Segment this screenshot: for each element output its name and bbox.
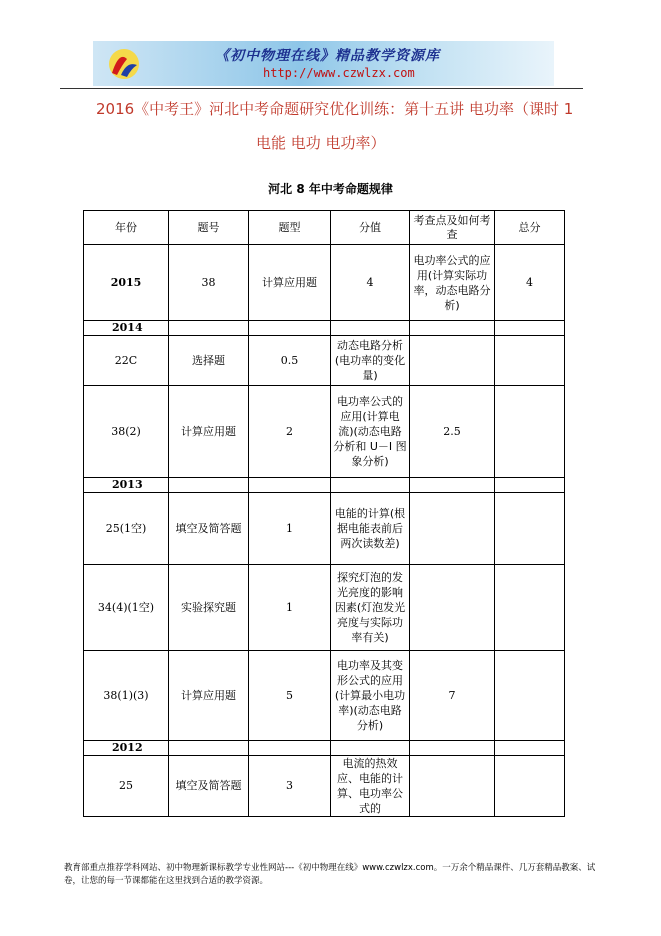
- cell-number: 25: [84, 756, 169, 817]
- table-header-row: [84, 211, 565, 245]
- cell-total: 4: [495, 245, 565, 321]
- header-score: 分值: [331, 211, 410, 245]
- header-year: 年份: [84, 211, 169, 245]
- header-rule: [60, 88, 583, 89]
- cell-year: 2013: [84, 478, 169, 493]
- year-row: [84, 321, 565, 336]
- cell-total: [410, 756, 495, 817]
- cell-score: 1: [249, 565, 331, 651]
- table-row: [84, 336, 565, 386]
- cell-score: 2: [249, 386, 331, 478]
- table-row: [84, 651, 565, 741]
- cell-total: [410, 493, 495, 565]
- banner-url-link[interactable]: http://www.czwlzx.com: [263, 66, 415, 80]
- cell-type: 计算应用题: [169, 386, 249, 478]
- year-row: [84, 478, 565, 493]
- cell-year: 2012: [84, 741, 169, 756]
- table-row: [84, 756, 565, 817]
- cell-point: 电能的计算(根据电能表前后两次读数差): [331, 493, 410, 565]
- cell-score: 0.5: [249, 336, 331, 386]
- document-title-line-2: 电能 电功 电功率）: [256, 134, 386, 152]
- header-banner: [93, 41, 554, 86]
- cell-point: 电流的热效应、电能的计算、电功率公式的: [331, 756, 410, 817]
- cell-total: [410, 336, 495, 386]
- header-type: 题型: [249, 211, 331, 245]
- cell-number: 25(1空): [84, 493, 169, 565]
- table-row: [84, 386, 565, 478]
- cell-number: 38(2): [84, 386, 169, 478]
- cell-total: 7: [410, 651, 495, 741]
- cell-type: 计算应用题: [249, 245, 331, 321]
- cell-year: 2014: [84, 321, 169, 336]
- cell-score: 1: [249, 493, 331, 565]
- table-row: [84, 493, 565, 565]
- header-number: 题号: [169, 211, 249, 245]
- cell-score: 5: [249, 651, 331, 741]
- cell-type: 填空及简答题: [169, 756, 249, 817]
- cell-number: 38: [169, 245, 249, 321]
- year-row: [84, 741, 565, 756]
- table-row: [84, 565, 565, 651]
- cell-type: 实验探究题: [169, 565, 249, 651]
- table-caption: 河北 8 年中考命题规律: [268, 182, 393, 196]
- page-footer: 教育部重点推荐学科网站、初中物理新课标教学专业性网站---《初中物理在线》www.czwlzx.com。一万余个精品课件、几万套精品教案、试卷，让您的每一节课都能在这里找到合适的教学资源。: [64, 863, 596, 886]
- cell-score: 3: [249, 756, 331, 817]
- banner-title: 《初中物理在线》精品教学资源库: [215, 48, 440, 64]
- cell-point: 电功率公式的应用(计算实际功率，动态电路分析): [410, 245, 495, 321]
- header-total: 总分: [495, 211, 565, 245]
- cell-total: 2.5: [410, 386, 495, 478]
- cell-type: 选择题: [169, 336, 249, 386]
- cell-point: 动态电路分析(电功率的变化量): [331, 336, 410, 386]
- exam-pattern-table: [83, 210, 565, 817]
- table-row: [84, 245, 565, 321]
- cell-number: 38(1)(3): [84, 651, 169, 741]
- cell-total: [410, 565, 495, 651]
- cell-point: 探究灯泡的发光亮度的影响因素(灯泡发光亮度与实际功率有关): [331, 565, 410, 651]
- cell-type: 填空及简答题: [169, 493, 249, 565]
- cell-point: 电功率及其变形公式的应用(计算最小电功率)(动态电路分析): [331, 651, 410, 741]
- site-logo-icon: [107, 47, 141, 81]
- document-title-line-1: 2016《中考王》河北中考命题研究优化训练：第十五讲 电功率（课时 1: [96, 100, 574, 118]
- cell-number: 34(4)(1空): [84, 565, 169, 651]
- cell-score: 4: [331, 245, 410, 321]
- cell-type: 计算应用题: [169, 651, 249, 741]
- cell-number: 22C: [84, 336, 169, 386]
- header-point: 考查点及如何考查: [410, 211, 495, 245]
- cell-point: 电功率公式的应用(计算电流)(动态电路分析和 U－I 图象分析): [331, 386, 410, 478]
- cell-year: 2015: [84, 245, 169, 321]
